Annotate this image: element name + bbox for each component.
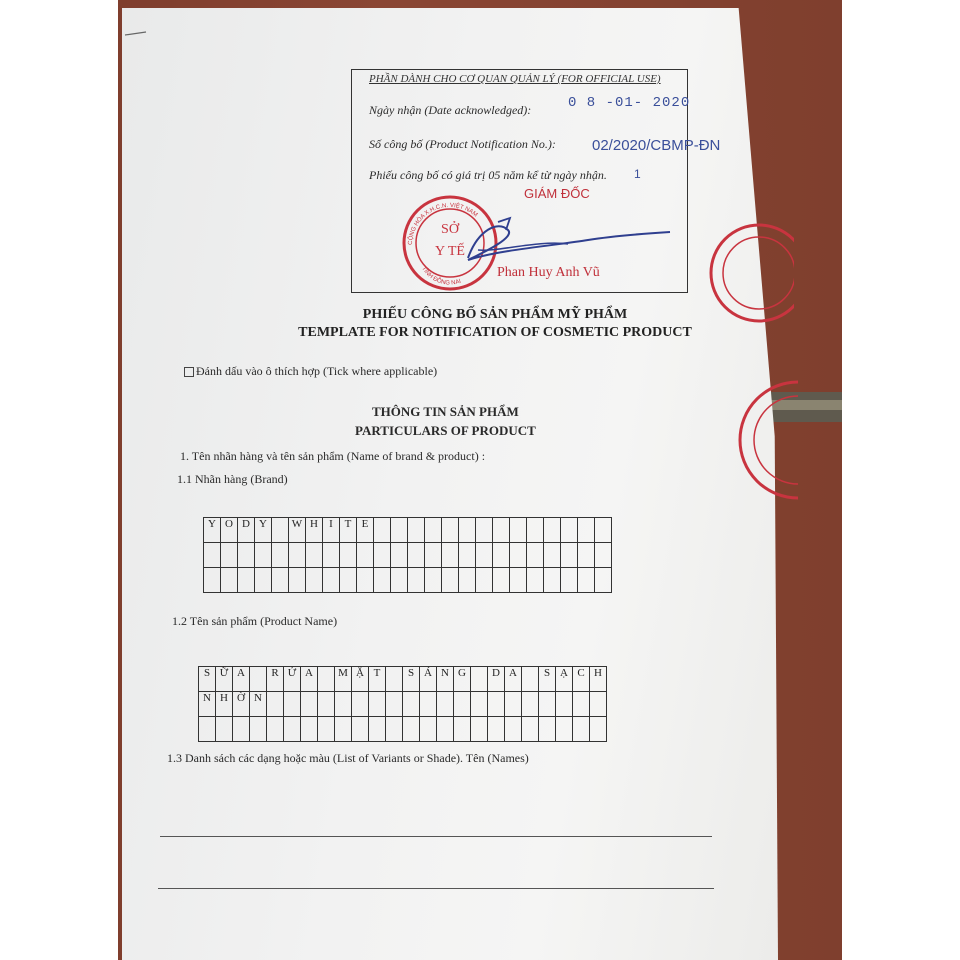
- grid-cell[interactable]: [204, 568, 221, 593]
- grid-row: [199, 717, 607, 742]
- grid-cell[interactable]: M: [335, 667, 352, 692]
- validity-mark: 1: [634, 167, 641, 181]
- grid-cell[interactable]: [539, 717, 556, 742]
- grid-cell[interactable]: Ặ: [352, 667, 369, 692]
- grid-cell[interactable]: [272, 568, 289, 593]
- grid-cell[interactable]: [420, 717, 437, 742]
- grid-cell[interactable]: [284, 717, 301, 742]
- grid-cell[interactable]: [488, 692, 505, 717]
- grid-cell[interactable]: T: [340, 518, 357, 543]
- section-title-en: PARTICULARS OF PRODUCT: [355, 423, 536, 438]
- grid-cell[interactable]: [425, 543, 442, 568]
- grid-cell[interactable]: [386, 667, 403, 692]
- grid-cell[interactable]: [425, 568, 442, 593]
- date-acknowledged-label: Ngày nhận (Date acknowledged):: [369, 103, 532, 117]
- form-title-en: TEMPLATE FOR NOTIFICATION OF COSMETIC PRODUCT: [298, 325, 692, 340]
- grid-cell[interactable]: [284, 692, 301, 717]
- grid-cell[interactable]: S: [539, 667, 556, 692]
- grid-cell[interactable]: [408, 543, 425, 568]
- grid-cell[interactable]: [527, 543, 544, 568]
- grid-row: [204, 568, 612, 593]
- grid-cell[interactable]: [289, 568, 306, 593]
- question-1: 1. Tên nhãn hàng và tên sản phẩm (Name of brand & product) :: [180, 449, 486, 463]
- grid-cell[interactable]: [386, 692, 403, 717]
- notification-number-label: Số công bố (Product Notification No.):: [369, 137, 556, 151]
- grid-row: [204, 543, 612, 568]
- product-name-grid: [198, 666, 607, 742]
- official-use-header: PHẦN DÀNH CHO CƠ QUAN QUẢN LÝ (FOR OFFICIAL USE): [369, 73, 661, 85]
- grid-cell[interactable]: [221, 543, 238, 568]
- grid-cell[interactable]: H: [590, 667, 607, 692]
- grid-cell[interactable]: [301, 692, 318, 717]
- grid-cell[interactable]: [374, 543, 391, 568]
- grid-cell[interactable]: [493, 518, 510, 543]
- grid-cell[interactable]: A: [301, 667, 318, 692]
- grid-cell[interactable]: [544, 568, 561, 593]
- grid-cell[interactable]: [442, 568, 459, 593]
- grid-cell[interactable]: [323, 543, 340, 568]
- grid-cell[interactable]: Á: [420, 667, 437, 692]
- grid-cell[interactable]: D: [488, 667, 505, 692]
- grid-cell[interactable]: [590, 717, 607, 742]
- grid-cell[interactable]: [505, 717, 522, 742]
- grid-cell[interactable]: O: [221, 518, 238, 543]
- grid-cell[interactable]: [255, 568, 272, 593]
- question-1-3: 1.3 Danh sách các dạng hoặc màu (List of Variants or Shade). Tên (Names): [167, 751, 529, 765]
- seal-ring-text: CỘNG HÒA X.H.C.N. VIỆT NAM: [407, 202, 479, 246]
- grid-cell[interactable]: [454, 692, 471, 717]
- grid-cell[interactable]: [527, 568, 544, 593]
- grid-row: [204, 518, 612, 543]
- grid-cell[interactable]: [340, 568, 357, 593]
- grid-cell[interactable]: [369, 717, 386, 742]
- seal-text-2: Y TẾ: [435, 244, 465, 259]
- grid-cell[interactable]: [391, 543, 408, 568]
- grid-cell[interactable]: C: [573, 667, 590, 692]
- pen-mark: [124, 30, 148, 38]
- grid-cell[interactable]: [255, 543, 272, 568]
- question-1-1: 1.1 Nhãn hàng (Brand): [177, 472, 288, 486]
- grid-cell[interactable]: [561, 543, 578, 568]
- grid-cell[interactable]: [471, 717, 488, 742]
- grid-cell[interactable]: [573, 692, 590, 717]
- edge-seal-bottom: [738, 350, 798, 530]
- grid-cell[interactable]: [510, 568, 527, 593]
- grid-cell[interactable]: [391, 568, 408, 593]
- grid-cell[interactable]: [306, 543, 323, 568]
- grid-cell[interactable]: [527, 518, 544, 543]
- grid-cell[interactable]: [403, 717, 420, 742]
- grid-cell[interactable]: [369, 692, 386, 717]
- grid-cell[interactable]: [204, 543, 221, 568]
- grid-cell[interactable]: [454, 717, 471, 742]
- grid-cell[interactable]: [476, 568, 493, 593]
- grid-row: [199, 692, 607, 717]
- grid-cell[interactable]: [420, 692, 437, 717]
- grid-cell[interactable]: [442, 518, 459, 543]
- grid-cell[interactable]: [318, 667, 335, 692]
- grid-cell[interactable]: [522, 667, 539, 692]
- grid-cell[interactable]: [335, 692, 352, 717]
- grid-cell[interactable]: Y: [204, 518, 221, 543]
- grid-cell[interactable]: [556, 717, 573, 742]
- validity-note: Phiếu công bố có giá trị 05 năm kể từ ngày nhận.: [369, 168, 607, 182]
- grid-cell[interactable]: D: [238, 518, 255, 543]
- grid-cell[interactable]: [221, 568, 238, 593]
- grid-cell[interactable]: Ờ: [233, 692, 250, 717]
- grid-cell[interactable]: [476, 518, 493, 543]
- grid-cell[interactable]: A: [505, 667, 522, 692]
- grid-cell[interactable]: [250, 717, 267, 742]
- grid-cell[interactable]: [505, 692, 522, 717]
- grid-cell[interactable]: [510, 543, 527, 568]
- grid-cell[interactable]: [573, 717, 590, 742]
- grid-cell[interactable]: [318, 692, 335, 717]
- seal-bottom-text: TỈNH ĐỒNG NAI: [420, 265, 462, 287]
- grid-cell[interactable]: [357, 568, 374, 593]
- grid-cell[interactable]: [595, 518, 612, 543]
- grid-cell[interactable]: Ạ: [556, 667, 573, 692]
- grid-cell[interactable]: [578, 518, 595, 543]
- grid-cell[interactable]: [250, 667, 267, 692]
- grid-cell[interactable]: [272, 518, 289, 543]
- notification-number-stamp: 02/2020/CBMP-ĐN: [592, 137, 721, 154]
- grid-cell[interactable]: [408, 568, 425, 593]
- grid-cell[interactable]: [408, 518, 425, 543]
- grid-cell[interactable]: [238, 568, 255, 593]
- grid-cell[interactable]: [272, 543, 289, 568]
- grid-cell[interactable]: [306, 568, 323, 593]
- frame-left: [0, 0, 118, 960]
- grid-cell[interactable]: G: [454, 667, 471, 692]
- grid-cell[interactable]: [522, 717, 539, 742]
- grid-cell[interactable]: [357, 543, 374, 568]
- director-name: Phan Huy Anh Vũ: [497, 265, 600, 280]
- question-1-2: 1.2 Tên sản phẩm (Product Name): [172, 614, 338, 628]
- grid-cell[interactable]: [493, 568, 510, 593]
- grid-cell[interactable]: [493, 543, 510, 568]
- grid-cell[interactable]: [471, 667, 488, 692]
- grid-cell[interactable]: [578, 568, 595, 593]
- grid-cell[interactable]: A: [233, 667, 250, 692]
- grid-cell[interactable]: H: [216, 692, 233, 717]
- grid-cell[interactable]: [301, 717, 318, 742]
- grid-cell[interactable]: [437, 717, 454, 742]
- grid-cell[interactable]: [425, 518, 442, 543]
- grid-cell[interactable]: W: [289, 518, 306, 543]
- grid-cell[interactable]: [544, 543, 561, 568]
- grid-cell[interactable]: [510, 518, 527, 543]
- grid-cell[interactable]: [539, 692, 556, 717]
- grid-cell[interactable]: N: [250, 692, 267, 717]
- grid-cell[interactable]: [374, 518, 391, 543]
- grid-cell[interactable]: [267, 717, 284, 742]
- answer-line-2[interactable]: [158, 888, 714, 889]
- grid-cell[interactable]: [340, 543, 357, 568]
- grid-cell[interactable]: [391, 518, 408, 543]
- grid-cell[interactable]: S: [403, 667, 420, 692]
- grid-cell[interactable]: [352, 692, 369, 717]
- grid-cell[interactable]: Y: [255, 518, 272, 543]
- grid-cell[interactable]: N: [437, 667, 454, 692]
- grid-row: [199, 667, 607, 692]
- grid-cell[interactable]: H: [306, 518, 323, 543]
- grid-cell[interactable]: [318, 717, 335, 742]
- grid-cell[interactable]: E: [357, 518, 374, 543]
- grid-cell[interactable]: [459, 518, 476, 543]
- grid-cell[interactable]: [459, 543, 476, 568]
- grid-cell[interactable]: [267, 692, 284, 717]
- grid-cell[interactable]: R: [267, 667, 284, 692]
- grid-cell[interactable]: [561, 568, 578, 593]
- date-acknowledged-stamp: 0 8 -01- 2020: [568, 95, 691, 111]
- form-title-vi: PHIẾU CÔNG BỐ SẢN PHẨM MỸ PHẨM: [362, 307, 628, 322]
- frame-right: [842, 0, 960, 960]
- grid-cell[interactable]: [578, 543, 595, 568]
- tick-checkbox[interactable]: [184, 367, 194, 377]
- grid-cell[interactable]: [352, 717, 369, 742]
- answer-line-1[interactable]: [160, 836, 712, 837]
- grid-cell[interactable]: T: [369, 667, 386, 692]
- grid-cell[interactable]: [437, 692, 454, 717]
- director-title: GIÁM ĐỐC: [524, 186, 590, 201]
- grid-cell[interactable]: [199, 717, 216, 742]
- grid-cell[interactable]: [590, 692, 607, 717]
- grid-cell[interactable]: [323, 568, 340, 593]
- grid-cell[interactable]: [522, 692, 539, 717]
- grid-cell[interactable]: Ử: [284, 667, 301, 692]
- grid-cell[interactable]: [488, 717, 505, 742]
- grid-cell[interactable]: [335, 717, 352, 742]
- grid-cell[interactable]: [544, 518, 561, 543]
- grid-cell[interactable]: [374, 568, 391, 593]
- grid-cell[interactable]: [595, 568, 612, 593]
- grid-cell[interactable]: [459, 568, 476, 593]
- grid-cell[interactable]: [289, 543, 306, 568]
- grid-cell[interactable]: [595, 543, 612, 568]
- section-title-vi: THÔNG TIN SẢN PHẨM: [372, 404, 519, 419]
- grid-cell[interactable]: [561, 518, 578, 543]
- brand-name-grid: [203, 517, 612, 593]
- grid-cell[interactable]: [386, 717, 403, 742]
- seal-text-1: SỞ: [441, 222, 459, 237]
- grid-cell[interactable]: [216, 717, 233, 742]
- grid-cell[interactable]: [442, 543, 459, 568]
- grid-cell[interactable]: [471, 692, 488, 717]
- tick-instruction: Đánh dấu vào ô thích hợp (Tick where applicable): [196, 364, 438, 378]
- grid-cell[interactable]: [403, 692, 420, 717]
- grid-cell[interactable]: [238, 543, 255, 568]
- grid-cell[interactable]: S: [199, 667, 216, 692]
- grid-cell[interactable]: I: [323, 518, 340, 543]
- grid-cell[interactable]: [476, 543, 493, 568]
- grid-cell[interactable]: Ữ: [216, 667, 233, 692]
- grid-cell[interactable]: N: [199, 692, 216, 717]
- grid-cell[interactable]: [233, 717, 250, 742]
- grid-cell[interactable]: [556, 692, 573, 717]
